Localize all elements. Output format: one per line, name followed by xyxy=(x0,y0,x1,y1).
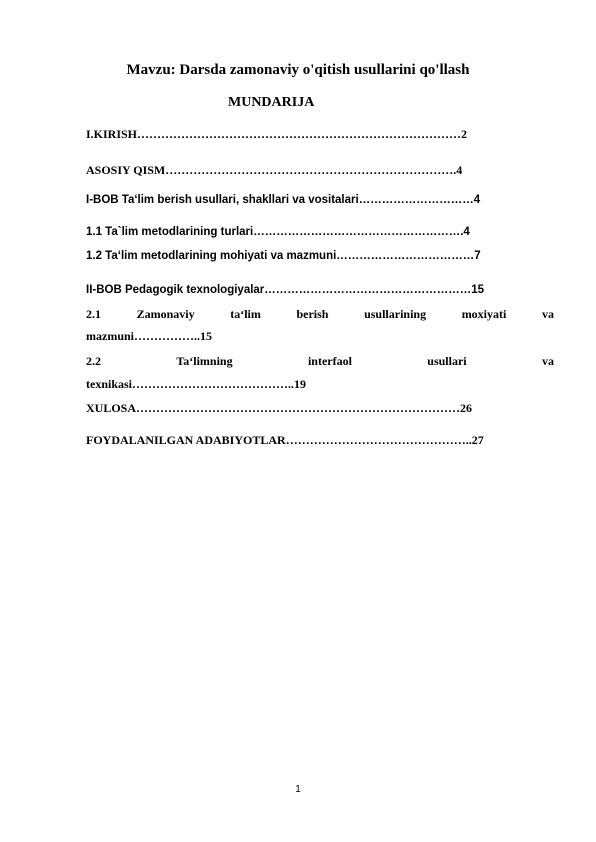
toc-word: va xyxy=(541,354,554,368)
toc-word: ta‘lim xyxy=(230,307,261,321)
toc-word: va xyxy=(541,307,554,321)
footer-page-number: 1 xyxy=(295,784,301,795)
toc-entry-2-1 xyxy=(86,307,554,321)
toc-entry-2-2-line xyxy=(86,354,554,368)
toc-word: usullari xyxy=(427,354,467,368)
toc-word: 2.2 xyxy=(86,354,101,368)
toc-word: 2.1 xyxy=(86,307,101,321)
document-title: Mavzu: Darsda zamonaviy o'qitish usullarini qo'llash xyxy=(126,62,470,78)
toc-entry-asosiy-qism: ASOSIY QISM……………………………………………………………….4 xyxy=(86,163,463,177)
toc-entry-bob-1: I-BOB Ta‘lim berish usullari, shakllari va vositalari…………………………4 xyxy=(86,194,481,206)
toc-entry-1-1: 1.1 Ta`lim metodlarining turlari……………………………………………….4 xyxy=(86,226,470,238)
toc-word: interfaol xyxy=(307,354,352,368)
toc-entry-xulosa: XULOSA………………………………………………………………………26 xyxy=(86,401,473,415)
toc-entry-bob-2: II-BOB Pedagogik texnologiyalar………………………………………………15 xyxy=(86,284,485,296)
contents-heading: MUNDARIJA xyxy=(228,95,315,110)
toc-word: Ta‘limning xyxy=(176,354,233,368)
toc-word: berish xyxy=(296,307,329,321)
toc-entry-2-2-continuation: texnikasi…………………………………..19 xyxy=(86,377,307,391)
toc-word: usullarining xyxy=(364,307,427,321)
toc-word: Zamonaviy xyxy=(136,307,195,321)
toc-entry-2-1-continuation: mazmuni……………..15 xyxy=(86,329,212,343)
toc-entry-adabiyotlar: FOYDALANILGAN ADABIYOTLAR………………………………………..27 xyxy=(86,433,484,447)
toc-word: moxiyati xyxy=(461,307,507,321)
toc-entry-2-2 xyxy=(86,354,554,368)
toc-entry-kirish: I.KIRISH………………………………………………………………………2 xyxy=(86,127,468,141)
toc-entry-2-1-line xyxy=(86,307,554,321)
toc-entry-1-2: 1.2 Ta‘lim metodlarining mohiyati va mazmuni………………………………7 xyxy=(86,250,481,262)
